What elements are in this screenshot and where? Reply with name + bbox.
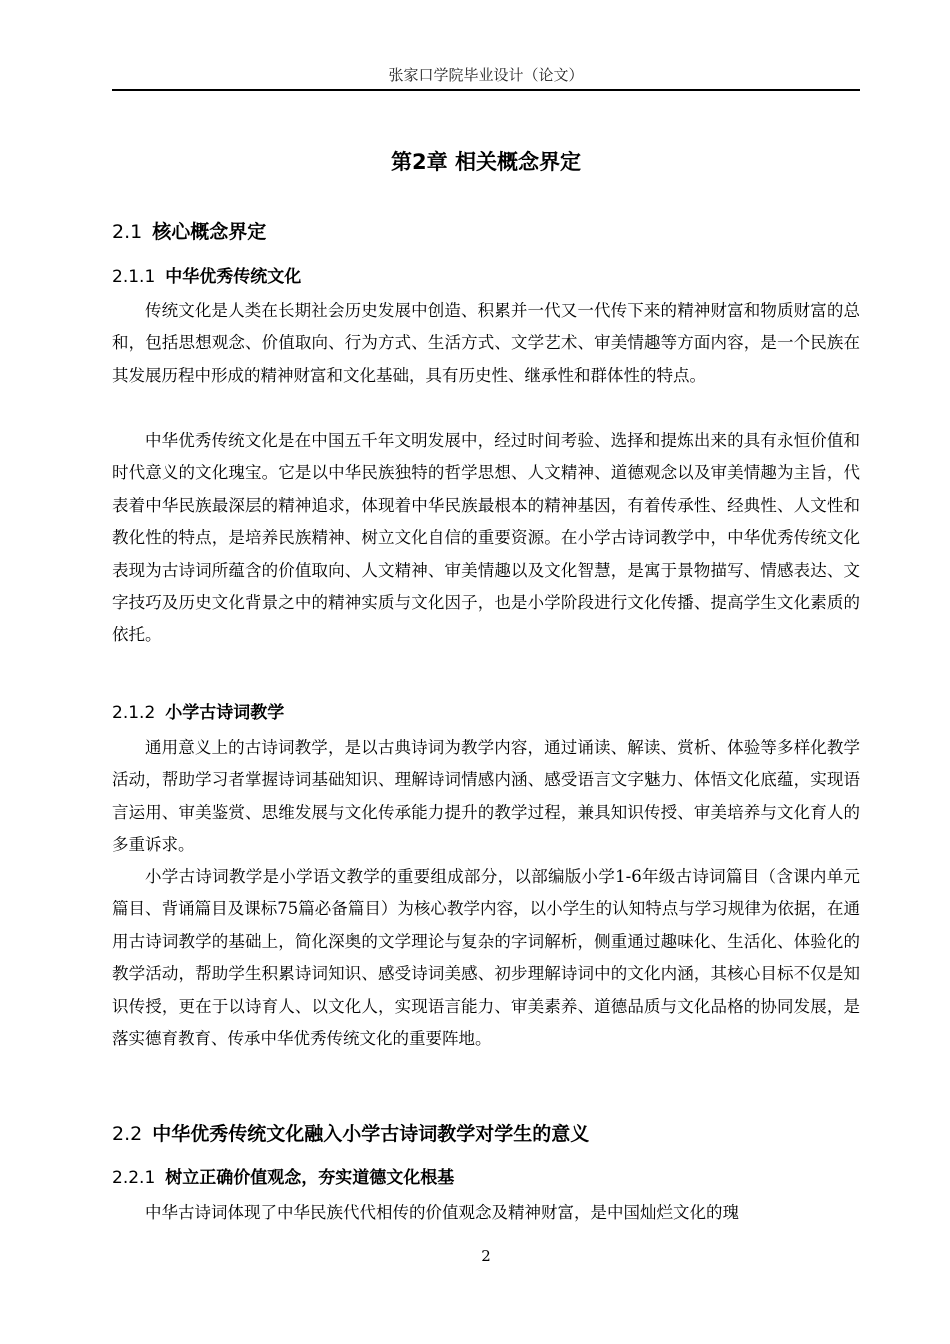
paragraph: 中华古诗词体现了中华民族代代相传的价值观念及精神财富，是中国灿烂文化的瑰 xyxy=(145,1203,739,1222)
section-heading-2-1 xyxy=(112,217,266,244)
paragraph: 传统文化是人类在长期社会历史发展中创造、积累并一代又一代传下来的精神财富和物质财富的总和，包括思想观念、价值取向、行为方式、生活方式、文学艺术、审美情趣等方面内容，是一个民族在其发展历程中形成的精神财富和文化基础，具有历史性、继承性和群体性的特点。 xyxy=(112,301,860,385)
section-heading-2-2 xyxy=(112,1119,589,1146)
subsection-title: 中华优秀传统文化 xyxy=(165,267,302,287)
paragraph: 小学古诗词教学是小学语文教学的重要组成部分，以部编版小学1-6年级古诗词篇目（含课内单元篇目、背诵篇目及课标75篇必备篇目）为核心教学内容，以小学生的认知特点与学习规律为依据，在通用古诗词教学的基础上，简化深奥的文学理论与复杂的字词解析，侧重通过趣味化、生活化、体验化的教学活动，帮助学生积累诗词知识、感受诗词美感、初步理解诗词中的文化内涵，其核心目标不仅是知识传授，更在于以诗育人、以文化人，实现语言能力、审美素养、道德品质与文化品格的协同发展，是落实德育教育、传承中华优秀传统文化的重要阵地。 xyxy=(112,867,860,1049)
section-title: 核心概念界定 xyxy=(152,221,267,243)
subsection-title: 小学古诗词教学 xyxy=(165,703,285,723)
subsection-number: 2.2.1 xyxy=(112,1168,156,1188)
header-rule xyxy=(112,89,860,91)
paragraph: 通用意义上的古诗词教学，是以古典诗词为教学内容，通过诵读、解读、赏析、体验等多样化教学活动，帮助学习者掌握诗词基础知识、理解诗词情感内涵、感受语言文字魅力、体悟文化底蕴，实现语言运用、审美鉴赏、思维发展与文化传承能力提升的教学过程，兼具知识传授、审美培养与文化育人的多重诉求。 xyxy=(112,738,860,855)
section-number: 2.1 xyxy=(112,221,143,243)
subsection-heading-2-1-2 xyxy=(112,698,284,723)
subsection-title: 树立正确价值观念，夯实道德文化根基 xyxy=(165,1168,455,1188)
running-header: 张家口学院毕业设计（论文） xyxy=(388,66,584,84)
subsection-number: 2.1.1 xyxy=(112,267,156,287)
chapter-title: 第2章 相关概念界定 xyxy=(391,150,581,174)
page-number: 2 xyxy=(481,1247,491,1265)
section-title: 中华优秀传统文化融入小学古诗词教学对学生的意义 xyxy=(152,1123,590,1145)
subsection-heading-2-2-1 xyxy=(112,1163,454,1188)
subsection-number: 2.1.2 xyxy=(112,703,156,723)
subsection-heading-2-1-1 xyxy=(112,262,301,287)
section-number: 2.2 xyxy=(112,1123,143,1145)
paragraph: 中华优秀传统文化是在中国五千年文明发展中，经过时间考验、选择和提炼出来的具有永恒价值和时代意义的文化瑰宝。它是以中华民族独特的哲学思想、人文精神、道德观念以及审美情趣为主旨，代表着中华民族最深层的精神追求，体现着中华民族最根本的精神基因，有着传承性、经典性、人文性和教化性的特点，是培养民族精神、树立文化自信的重要资源。在小学古诗词教学中，中华优秀传统文化表现为古诗词所蕴含的价值取向、人文精神、审美情趣以及文化智慧，是寓于景物描写、情感表达、文字技巧及历史文化背景之中的精神实质与文化因子，也是小学阶段进行文化传播、提高学生文化素质的依托。 xyxy=(112,431,860,645)
